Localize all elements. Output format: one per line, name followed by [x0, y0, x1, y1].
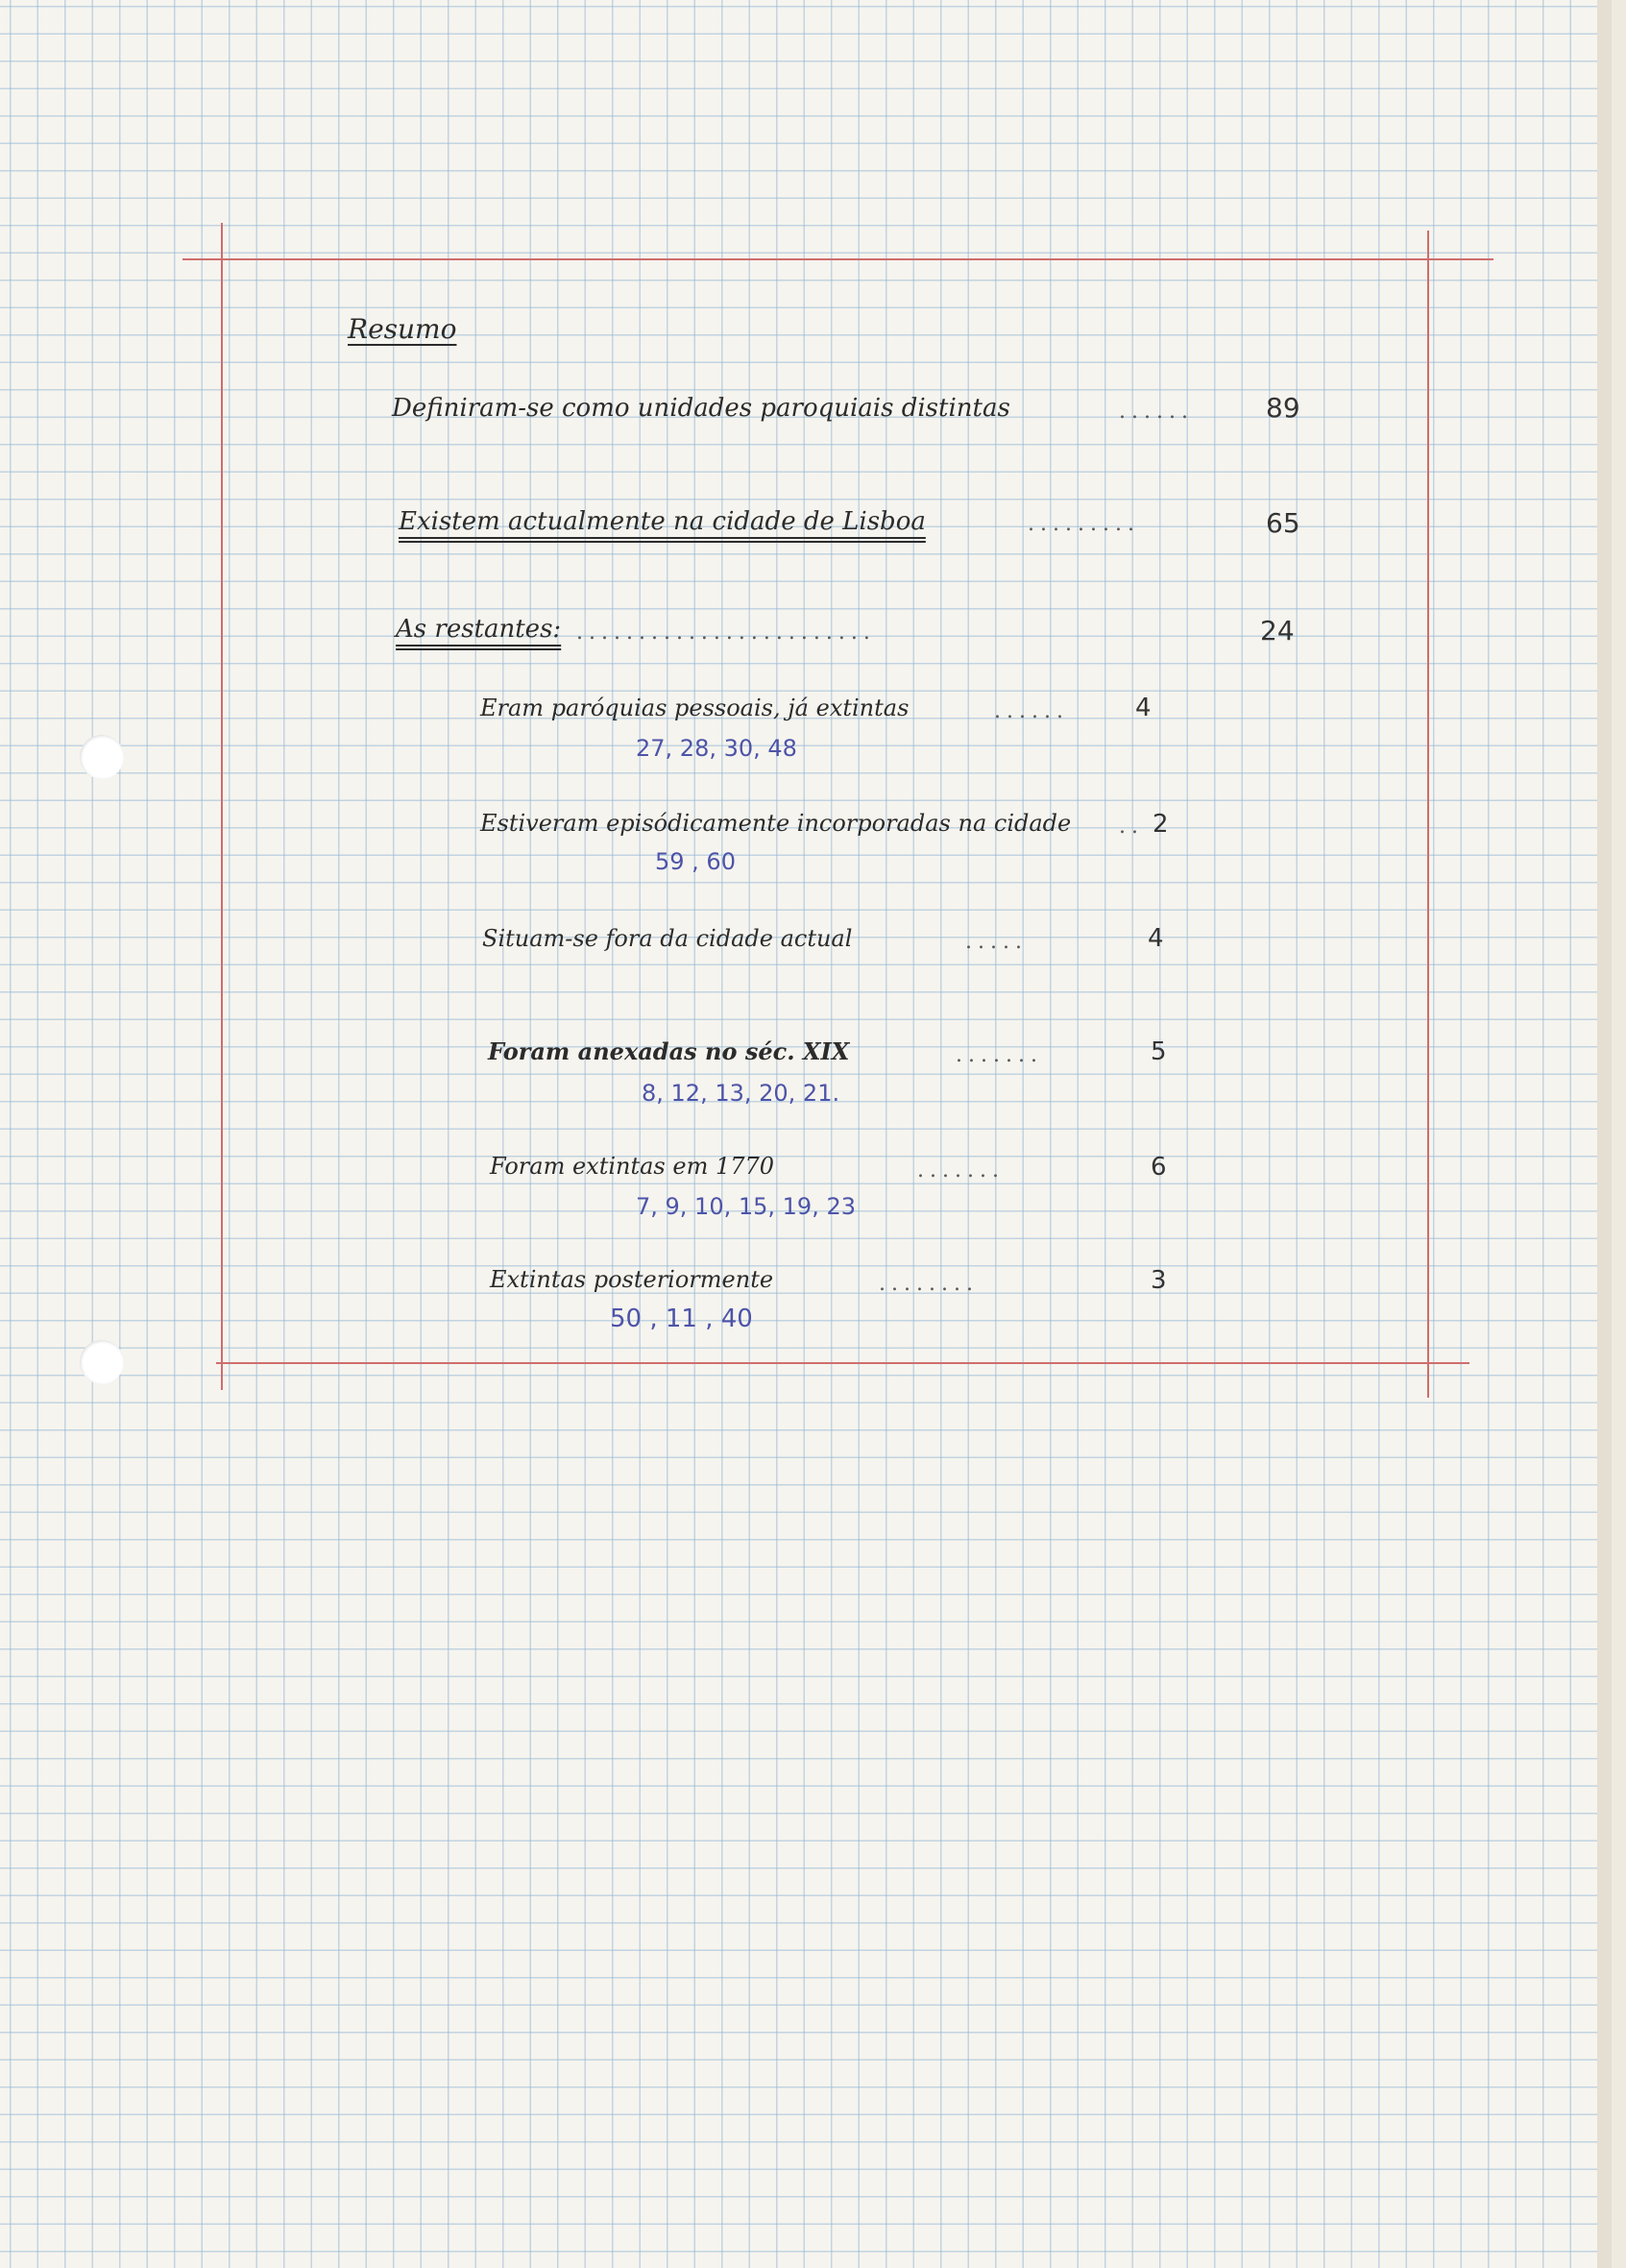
punch-hole-top — [80, 735, 124, 779]
breakdown-label: Foram anexadas no séc. XIX — [488, 1037, 850, 1065]
frame-left-line — [221, 223, 223, 1390]
breakdown-value: 2 — [1153, 810, 1169, 839]
breakdown-value: 4 — [1148, 924, 1164, 953]
summary-label: As restantes: — [396, 615, 562, 644]
page-edge — [1597, 0, 1612, 2268]
breakdown-value: 3 — [1151, 1266, 1167, 1295]
leader-dots: .. — [1119, 815, 1144, 839]
leader-dots: ...... — [994, 699, 1069, 723]
summary-label: Existem actualmente na cidade de Lisboa — [399, 507, 926, 536]
breakdown-value: 4 — [1135, 694, 1152, 722]
breakdown-value: 6 — [1151, 1153, 1167, 1182]
frame-right-line — [1427, 231, 1429, 1398]
breakdown-label: Eram paróquias pessoais, já extintas — [480, 695, 910, 721]
frame-top-line — [182, 258, 1493, 260]
breakdown-refs: 27, 28, 30, 48 — [636, 735, 797, 762]
summary-heading: Resumo — [348, 313, 457, 345]
leader-dots: ........................ — [576, 621, 876, 645]
summary-label: Definiram-se como unidades paroquiais distintas — [392, 394, 1010, 423]
leader-dots: ........ — [879, 1272, 979, 1296]
breakdown-refs: 8, 12, 13, 20, 21. — [642, 1080, 840, 1107]
breakdown-refs: 7, 9, 10, 15, 19, 23 — [636, 1193, 856, 1220]
summary-value: 65 — [1266, 507, 1300, 539]
breakdown-refs: 59 , 60 — [655, 848, 736, 875]
breakdown-label: Extintas posteriormente — [490, 1266, 774, 1293]
leader-dots: ...... — [1119, 400, 1194, 424]
summary-value: 89 — [1266, 392, 1300, 424]
breakdown-refs: 50 , 11 , 40 — [610, 1305, 753, 1333]
frame-bottom-line — [216, 1362, 1469, 1364]
punch-hole-bottom — [80, 1340, 124, 1384]
breakdown-value: 5 — [1151, 1037, 1167, 1066]
leader-dots: ..... — [965, 930, 1028, 954]
leader-dots: ....... — [956, 1043, 1043, 1067]
breakdown-label: Estiveram episódicamente incorporadas na cidade — [480, 810, 1072, 837]
breakdown-label: Foram extintas em 1770 — [490, 1153, 775, 1180]
breakdown-label: Situam-se fora da cidade actual — [482, 925, 853, 952]
leader-dots: ......... — [1028, 512, 1140, 536]
summary-value: 24 — [1260, 615, 1295, 646]
leader-dots: ....... — [917, 1158, 1005, 1183]
